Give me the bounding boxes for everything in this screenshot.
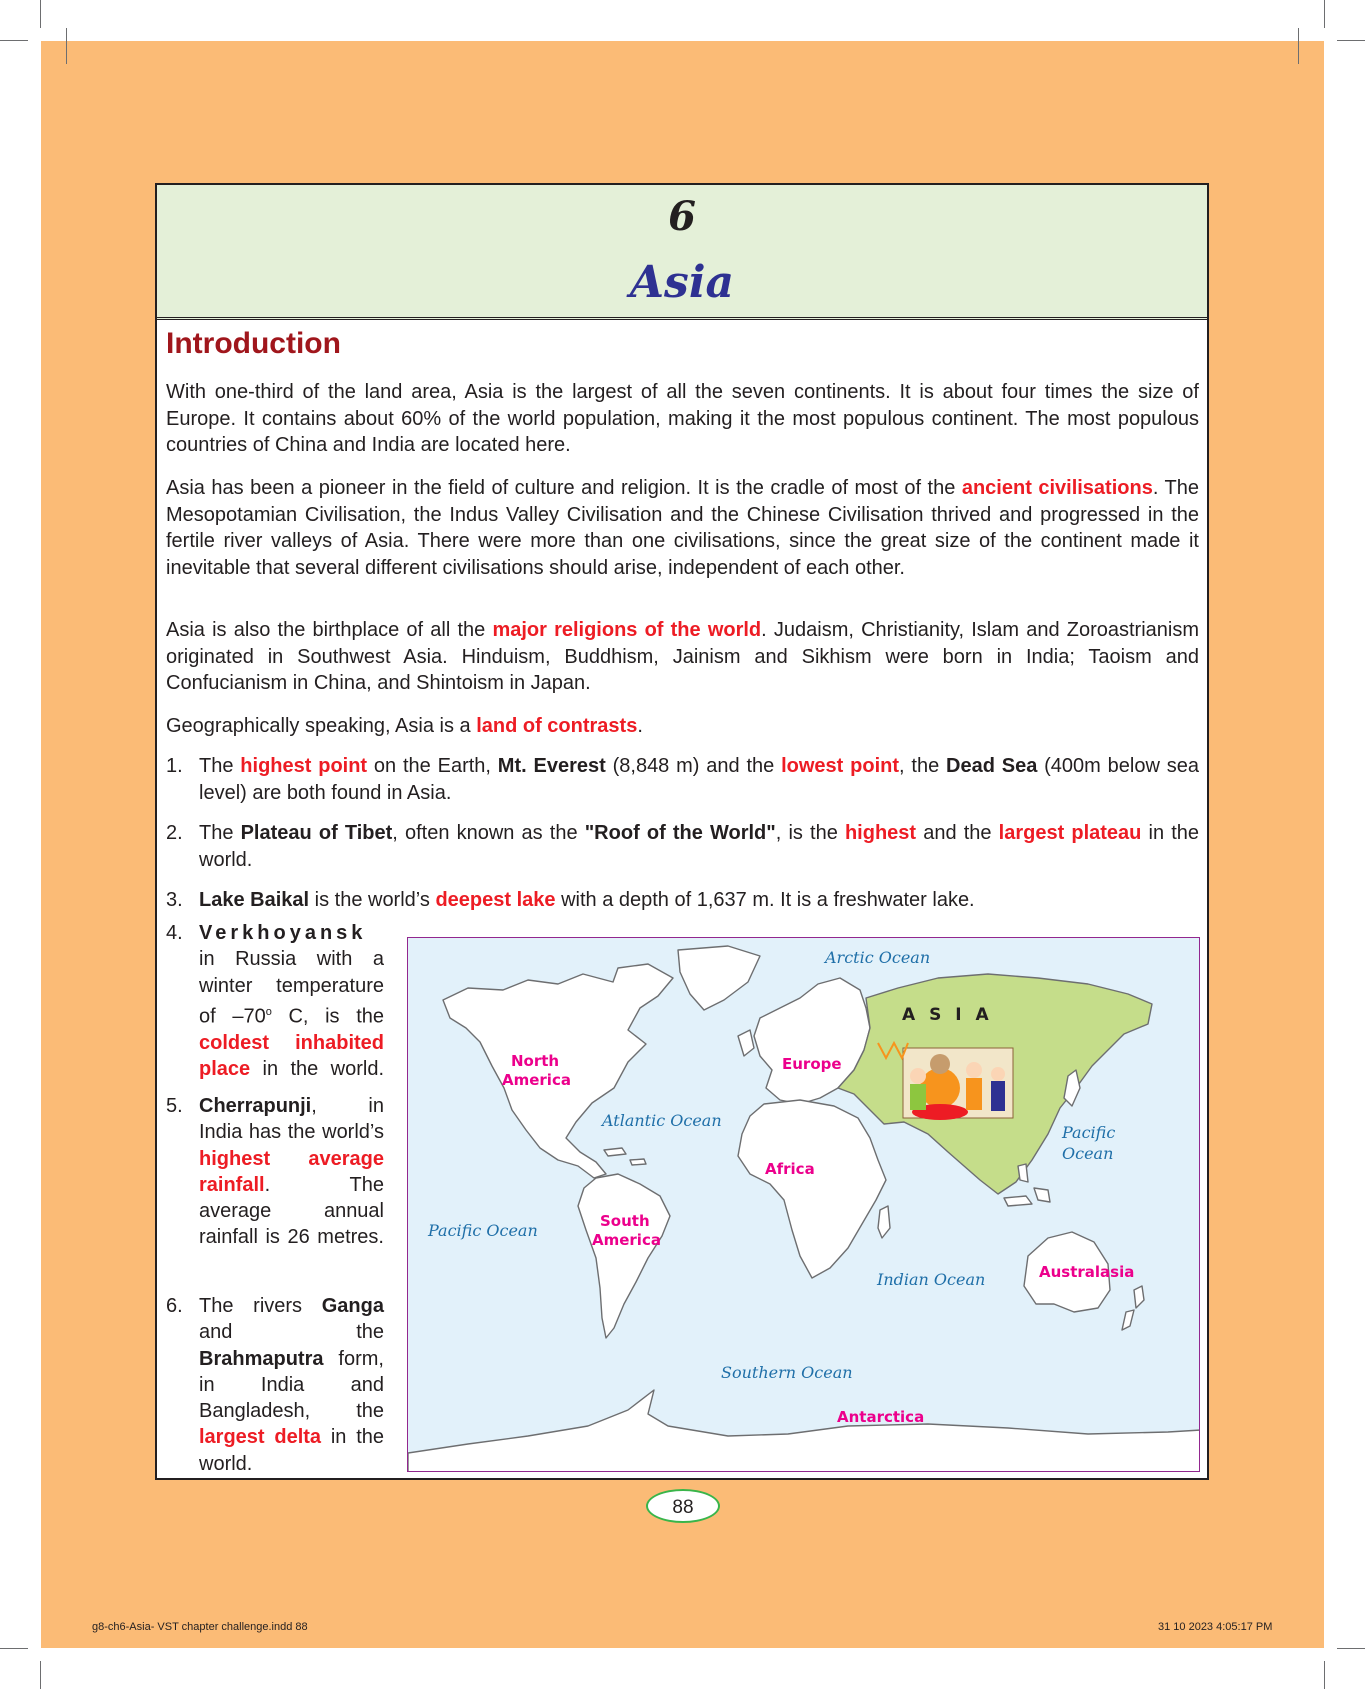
list-item: 1. The highest point on the Earth, Mt. Everest (8,848 m) and the lowest point, the Dead Sea (400m below sea level) are both found in Asia. — [166, 755, 1199, 804]
list-item: 3. Lake Baikal is the world’s deepest lake with a depth of 1,637 m. It is a freshwater lake. — [166, 889, 975, 911]
label-north-america: America — [502, 1071, 571, 1089]
label-north-america: North — [511, 1052, 560, 1070]
section-heading: Introduction — [166, 327, 341, 360]
label-africa: Africa — [765, 1160, 815, 1178]
page-number: 88 — [646, 1489, 720, 1523]
world-map-svg — [408, 938, 1200, 1472]
chapter-header — [157, 185, 1207, 320]
crop-mark — [1337, 1648, 1365, 1649]
crop-mark — [40, 0, 41, 28]
list-item: 2. The Plateau of Tibet, often known as the "Roof of the World", is the highest and the largest plateau in the world. — [166, 822, 1199, 871]
label-pacific-ocean-west: Pacific Ocean — [428, 1221, 538, 1240]
paragraph-culture: Asia has been a pioneer in the field of culture and religion. It is the cradle of most of the ancient civilisations. The Mesopotamian Civilisation, the Indus Valley Civilisation and the Chinese Civilisation thrived and progressed in the fertile river valleys of Asia. There were more than one civilisations, since the great size of the continent made it inevitable that several different civilisations should arise, independent of each other. — [166, 477, 1199, 579]
crop-mark — [40, 1661, 41, 1689]
label-pacific-ocean-east: Pacific — [1062, 1123, 1116, 1142]
world-map — [407, 937, 1200, 1472]
crop-mark — [1337, 40, 1365, 41]
highlight-term: land of contrasts — [476, 715, 638, 737]
print-slug-date: 31 10 2023 4:05:17 PM — [1158, 1621, 1273, 1633]
label-australasia: Australasia — [1039, 1263, 1135, 1281]
label-antarctica: Antarctica — [837, 1408, 925, 1426]
label-asia: A S I A — [902, 1005, 993, 1025]
crop-mark — [1324, 1661, 1325, 1689]
paragraph-intro: With one-third of the land area, Asia is the largest of all the seven continents. It is about four times the size of Europe. It contains about 60% of the world population, making it the most populous continent. The most populous countries of China and India are located here. — [166, 381, 1199, 456]
list-item: 6. The rivers Ganga and the Brahmaputra form, in India and Bangladesh, the largest delta in the world. — [166, 1295, 385, 1475]
crop-mark — [0, 1648, 28, 1649]
highlight-term: ancient civilisations — [961, 477, 1153, 499]
label-europe: Europe — [782, 1055, 842, 1073]
crop-mark — [66, 28, 67, 64]
label-south-america: South — [600, 1212, 650, 1230]
label-indian-ocean: Indian Ocean — [877, 1270, 986, 1289]
label-atlantic-ocean: Atlantic Ocean — [602, 1111, 722, 1130]
list-item: 4. Verkhoyansk in Russia with a winter temperature of –70$^o$ C, is the coldest inhabited place in the world. — [166, 922, 385, 1081]
crop-mark — [0, 40, 28, 41]
paragraph-religion: Asia is also the birthplace of all the major religions of the world. Judaism, Christianity, Islam and Zoroastrianism originated in Southwest Asia. Hinduism, Buddhism, Jainism and Sikhism were born in India; Taoism and Confucianism in China, and Shintoism in Japan. — [166, 619, 1200, 694]
crop-mark — [1324, 0, 1325, 28]
chapter-title: Asia — [629, 257, 735, 308]
label-pacific-ocean-east: Ocean — [1062, 1144, 1114, 1163]
chapter-card — [155, 183, 1209, 1480]
label-arctic-ocean: Arctic Ocean — [825, 948, 931, 967]
list-item: 5. Cherrapunji, in India has the world’s highest average rainfall. The average annual rainfall is 26 metres. — [166, 1095, 384, 1249]
paragraph-contrasts: Geographically speaking, Asia is a land of contrasts. — [166, 715, 643, 737]
label-south-america: America — [592, 1231, 661, 1249]
print-slug-file: g8-ch6-Asia- VST chapter challenge.indd 88 — [92, 1621, 308, 1633]
crop-mark — [1298, 28, 1299, 64]
highlight-term: major religions of the world — [492, 619, 762, 641]
chapter-number: 6 — [668, 193, 696, 240]
label-southern-ocean: Southern Ocean — [721, 1363, 853, 1382]
